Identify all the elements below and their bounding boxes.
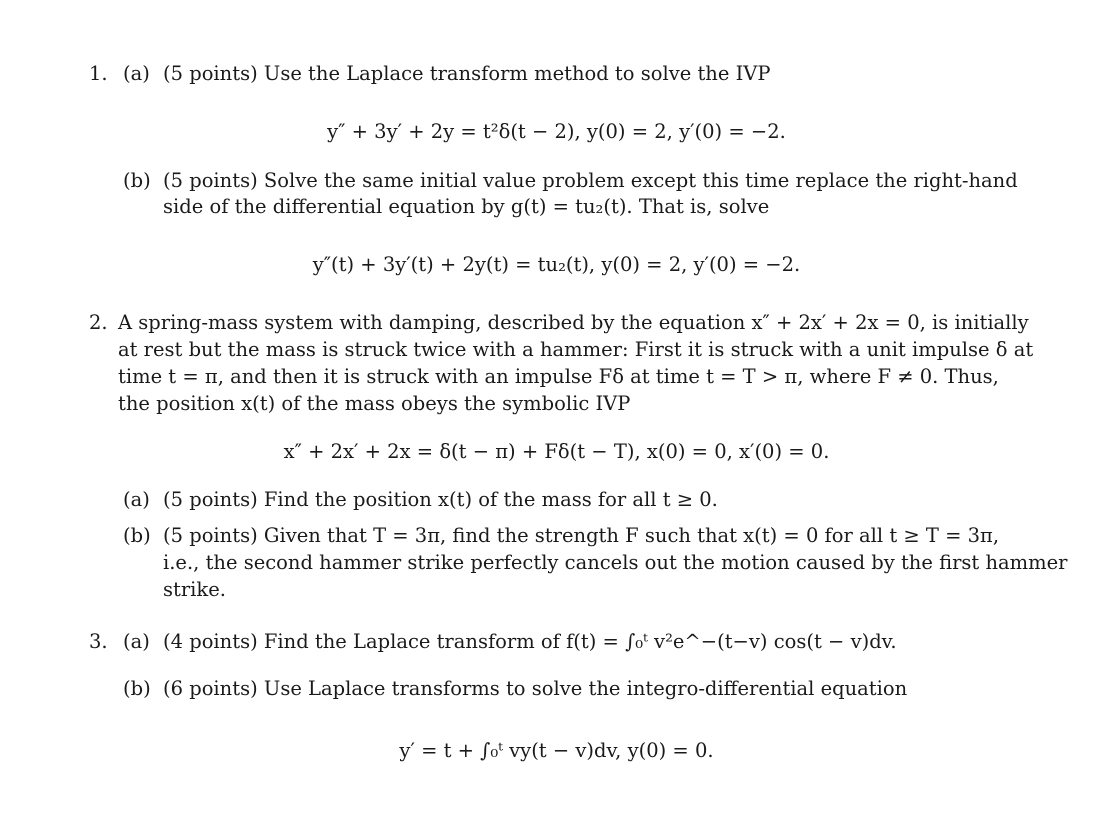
problem-3b-text: (6 points) Use Laplace transforms to solve the integro-differential equation	[163, 677, 908, 700]
problem-2a-text: (5 points) Find the position x(t) of the mass for all t ≥ 0.	[163, 488, 718, 511]
problem-2b-text-line-2: i.e., the second hammer strike perfectly cancels out the motion caused by the first hammer	[163, 551, 1068, 574]
problem-1b-text-line-2: side of the differential equation by g(t) = tu₂(t). That is, solve	[163, 195, 770, 218]
problem-1b-equation: y″(t) + 3y′(t) + 2y(t) = tu₂(t), y(0) = 2, y′(0) = −2.	[312, 253, 801, 276]
problem-1a-equation: y″ + 3y′ + 2y = t²δ(t − 2), y(0) = 2, y′(0) = −2.	[327, 120, 786, 143]
problem-2-number: 2.	[89, 311, 108, 334]
problem-2-equation: x″ + 2x′ + 2x = δ(t − π) + Fδ(t − T), x(0) = 0, x′(0) = 0.	[283, 440, 830, 463]
problem-1-number: 1.	[89, 62, 108, 85]
problem-2-intro-line-2: at rest but the mass is struck twice with a hammer: First it is struck with a unit impulse δ at	[118, 338, 1034, 361]
problem-3b-label: (b)	[123, 677, 151, 700]
problem-1a-text: (5 points) Use the Laplace transform method to solve the IVP	[163, 62, 771, 85]
problem-2b-label: (b)	[123, 524, 151, 547]
problem-2-intro-line-3: time t = π, and then it is struck with an impulse Fδ at time t = T > π, where F ≠ 0. Thus,	[118, 365, 999, 388]
problem-1b-text-line-1: (5 points) Solve the same initial value problem except this time replace the right-hand	[163, 169, 1018, 192]
problem-3a-text: (4 points) Find the Laplace transform of f(t) = ∫₀ᵗ v²e^−(t−v) cos(t − v)dv.	[163, 630, 897, 653]
problem-2b-text-line-1: (5 points) Given that T = 3π, find the strength F such that x(t) = 0 for all t ≥ T = 3π,	[163, 524, 1000, 547]
problem-1b-label: (b)	[123, 169, 151, 192]
problem-2b-text-line-3: strike.	[163, 578, 226, 601]
problem-3b-equation: y′ = t + ∫₀ᵗ vy(t − v)dv, y(0) = 0.	[399, 739, 714, 762]
problem-2a-label: (a)	[123, 488, 150, 511]
problem-2-intro-line-1: A spring-mass system with damping, described by the equation x″ + 2x′ + 2x = 0, is initially	[118, 311, 1029, 334]
problem-3-number: 3.	[89, 630, 108, 653]
problem-1a-label: (a)	[123, 62, 150, 85]
problem-3a-label: (a)	[123, 630, 150, 653]
problem-2-intro-line-4: the position x(t) of the mass obeys the symbolic IVP	[118, 392, 631, 415]
